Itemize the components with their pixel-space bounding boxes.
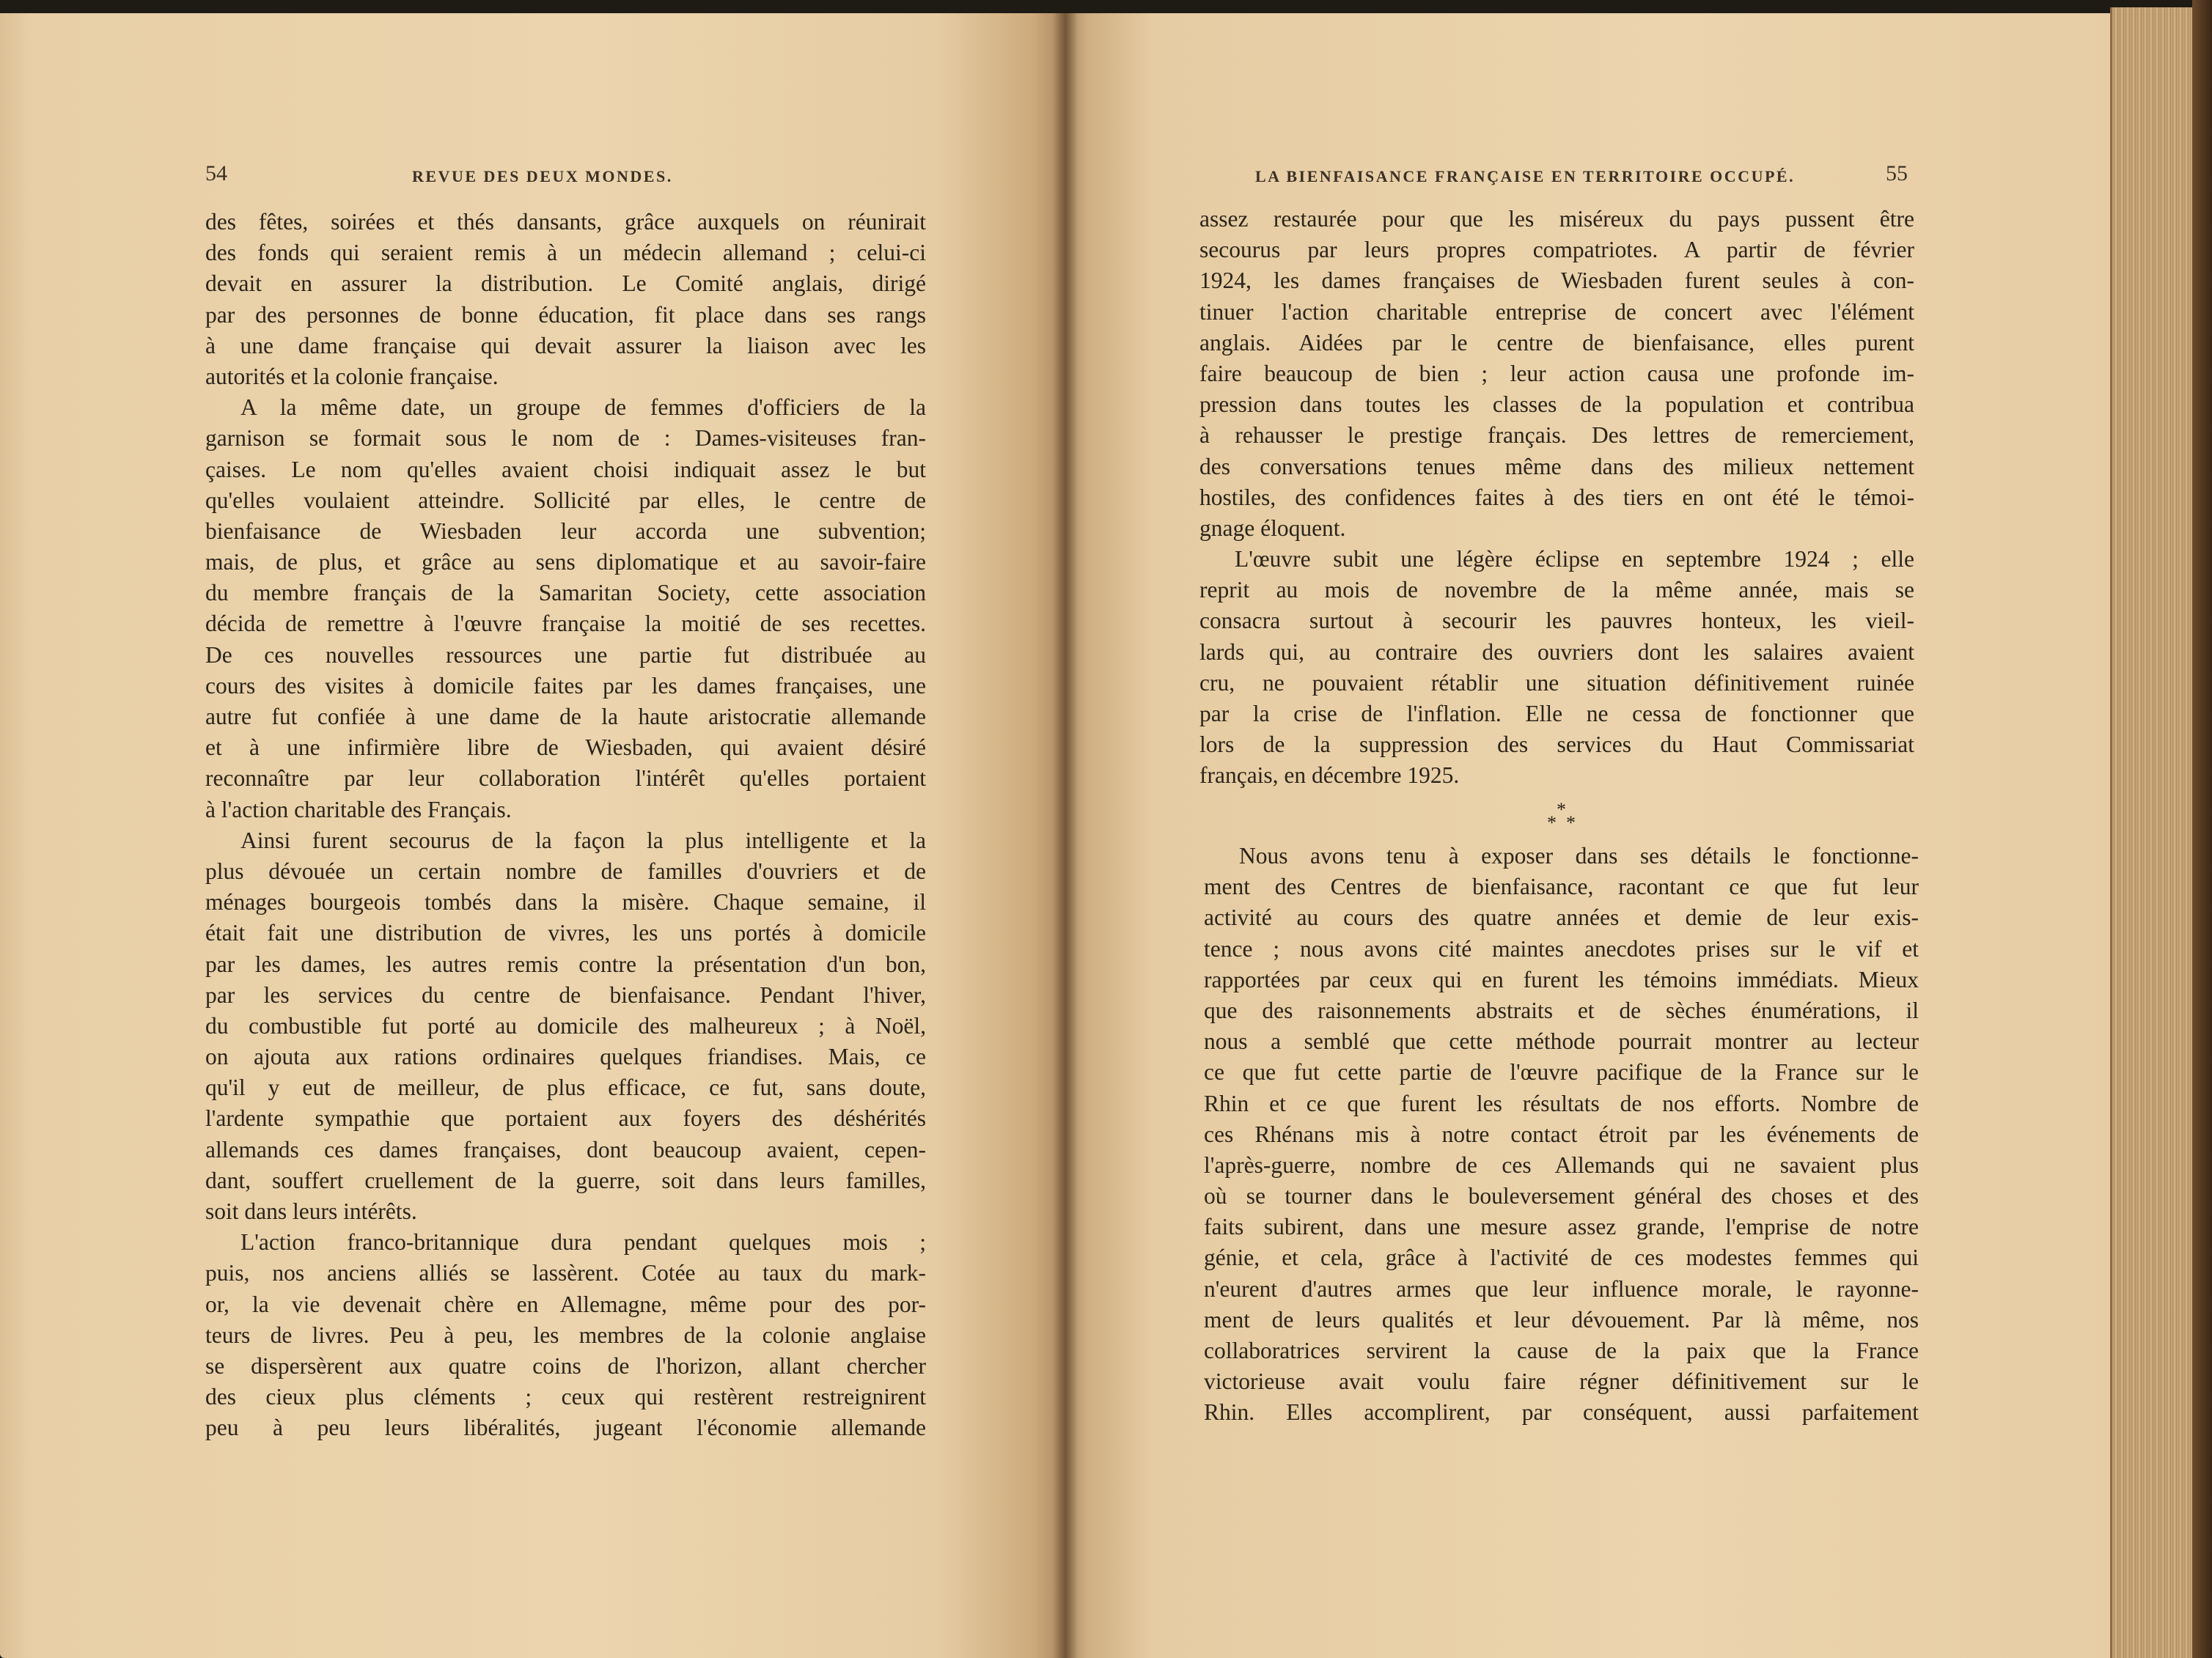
text-line: cru, ne pouvaient rétablir une situation définitivement ruinée	[1199, 669, 1914, 696]
text-line: reconnaître par leur collaboration l'intérêt qu'elles portaient	[205, 765, 926, 792]
text-line: à une dame française qui devait assurer la liaison avec les	[205, 332, 926, 358]
page-number-right: 55	[1886, 161, 1908, 185]
text-line: L'œuvre subit une légère éclipse en septembre 1924 ; elle	[1235, 546, 1914, 572]
text-line: faits subirent, dans une mesure assez grande, l'emprise de notre	[1204, 1214, 1919, 1240]
text-line: anglais. Aidées par le centre de bienfaisance, elles purent	[1199, 329, 1914, 355]
text-line: ment de leurs qualités et leur dévouement. Par là même, nos	[1204, 1306, 1919, 1333]
text-line: faire beaucoup de bien ; leur action causa une profonde im-	[1199, 360, 1914, 386]
text-line: assez restaurée pour que les miséreux du pays pussent être	[1199, 206, 1914, 232]
text-line: consacra surtout à secourir les pauvres honteux, les vieil-	[1199, 608, 1914, 634]
text-line: De ces nouvelles ressources une partie fut distribuée au	[205, 641, 926, 668]
text-line: ce que fut cette partie de l'œuvre pacifique de la France sur le	[1204, 1059, 1919, 1086]
text-line: des fonds qui seraient remis à un médecin allemand ; celui-ci	[205, 240, 926, 266]
text-line: à l'action charitable des Français.	[205, 796, 512, 822]
left-page-text	[205, 207, 926, 1444]
text-line: qu'elles voulaient atteindre. Sollicité par elles, le centre de	[205, 487, 926, 513]
text-line: par les services du centre de bienfaisance. Pendant l'hiver,	[205, 981, 926, 1008]
text-line: du combustible fut porté au domicile des malheureux ; à Noël,	[205, 1012, 926, 1039]
text-line: nous a semblé que cette méthode pourrait montrer au lecteur	[1204, 1028, 1919, 1055]
asterisk-top: *	[1557, 799, 1566, 820]
text-line: des fêtes, soirées et thés dansants, grâce auxquels on réunirait	[205, 209, 926, 235]
text-line: Nous avons tenu à exposer dans ses détails le fonctionne-	[1239, 843, 1919, 869]
right-page-text-bottom	[1204, 841, 1919, 1429]
text-line: soit dans leurs intérêts.	[205, 1198, 417, 1224]
text-line: l'après-guerre, nombre de ces Allemands qui ne savaient plus	[1204, 1152, 1919, 1178]
text-line: des conversations tenues même dans des milieux nettement	[1199, 453, 1914, 479]
text-line: L'action franco-britannique dura pendant quelques mois ;	[240, 1229, 926, 1256]
asterisk-right: *	[1566, 812, 1576, 833]
text-line: reprit au mois de novembre de la même année, mais se	[1199, 577, 1914, 603]
section-break-asterism	[1547, 799, 1576, 833]
text-line: activité au cours des quatre années et demie de leur exis-	[1204, 904, 1919, 931]
text-line: Ainsi furent secourus de la façon la plus intelligente et la	[240, 827, 926, 853]
text-line: du membre français de la Samaritan Society, cette association	[205, 580, 926, 606]
text-line: se dispersèrent aux quatre coins de l'horizon, allant chercher	[205, 1352, 926, 1379]
right-page-text-top	[1199, 204, 1914, 792]
text-line: par des personnes de bonne éducation, fit place dans ses rangs	[205, 301, 926, 328]
text-line: génie, et cela, grâce à l'activité de ces modestes femmes qui	[1204, 1245, 1919, 1271]
text-line: ces Rhénans mis à notre contact étroit par les événements de	[1204, 1121, 1919, 1147]
text-line: ménages bourgeois tombés dans la misère. Chaque semaine, il	[205, 889, 926, 915]
book-gutter	[1053, 13, 1078, 1658]
text-line: gnage éloquent.	[1199, 515, 1346, 541]
text-line: lors de la suppression des services du Haut Commissariat	[1199, 732, 1914, 758]
text-line: or, la vie devenait chère en Allemagne, même pour des por-	[205, 1291, 926, 1317]
text-line: collaboratrices servirent la cause de la paix que la France	[1204, 1338, 1919, 1363]
text-line: et à une infirmière libre de Wiesbaden, qui avaient désiré	[205, 734, 926, 761]
text-line: autre fut confiée à une dame de la haute aristocratie allemande	[205, 704, 926, 729]
text-line: puis, nos anciens alliés se lassèrent. Cotée au taux du mark-	[205, 1260, 926, 1286]
text-line: l'ardente sympathie que portaient aux foyers des déshérités	[205, 1105, 926, 1132]
text-line: plus dévouée un certain nombre de familles d'ouvriers et de	[205, 858, 926, 884]
text-line: secourus par leurs propres compatriotes. A partir de février	[1199, 237, 1914, 263]
text-line: tence ; nous avons cité maintes anecdotes prises sur le vif et	[1204, 935, 1919, 962]
text-line: victorieuse avait voulu faire régner définitivement sur le	[1204, 1368, 1919, 1395]
text-line: allemands ces dames françaises, dont beaucoup avaient, cepen-	[205, 1136, 926, 1163]
text-line: dant, souffert cruellement de la guerre, soit dans leurs familles,	[205, 1167, 926, 1193]
text-line: ment des Centres de bienfaisance, racontant ce que fut leur	[1204, 874, 1919, 900]
text-line: qu'il y eut de meilleur, de plus efficace, ce fut, sans doute,	[205, 1075, 926, 1101]
text-line: 1924, les dames françaises de Wiesbaden furent seules à con-	[1199, 268, 1914, 294]
page-number-left: 54	[205, 161, 227, 185]
text-line: teurs de livres. Peu à peu, les membres de la colonie anglaise	[205, 1322, 926, 1348]
text-line: était fait une distribution de vivres, les uns portés à domicile	[205, 920, 926, 946]
text-line: bienfaisance de Wiesbaden leur accorda une subvention;	[205, 517, 926, 544]
text-line: garnison se formait sous le nom de : Dames-visiteuses fran-	[205, 425, 926, 452]
text-line: pression dans toutes les classes de la population et contribua	[1199, 391, 1914, 418]
text-line: des cieux plus cléments ; ceux qui restèrent restreignirent	[205, 1384, 926, 1410]
asterisk-left: *	[1547, 812, 1557, 833]
text-line: Rhin et ce que furent les résultats de nos efforts. Nombre de	[1204, 1090, 1919, 1116]
text-line: çaises. Le nom qu'elles avaient choisi indiquait assez le but	[205, 456, 926, 482]
text-line: rapportées par ceux qui en furent les témoins immédiats. Mieux	[1204, 966, 1919, 992]
text-line: tinuer l'action charitable entreprise de concert avec l'élément	[1199, 298, 1914, 325]
text-line: que des raisonnements abstraits et de sèches énumérations, il	[1204, 997, 1919, 1023]
text-line: par les dames, les autres remis contre la présentation d'un bon,	[205, 951, 926, 977]
text-line: mais, de plus, et grâce au sens diplomatique et au savoir-faire	[205, 549, 926, 575]
text-line: devait en assurer la distribution. Le Comité anglais, dirigé	[205, 270, 926, 297]
text-line: par la crise de l'inflation. Elle ne cessa de fonctionner que	[1199, 701, 1914, 726]
text-line: hostiles, des confidences faites à des tiers en ont été le témoi-	[1199, 484, 1914, 510]
book-cover-edge	[2192, 0, 2212, 1658]
text-line: on ajouta aux rations ordinaires quelques friandises. Mais, ce	[205, 1044, 926, 1070]
text-line: A la même date, un groupe de femmes d'officiers de la	[240, 394, 926, 421]
text-line: où se tourner dans le bouleversement général des choses et des	[1204, 1183, 1919, 1209]
text-line: autorités et la colonie française.	[205, 363, 499, 389]
text-line: n'eurent d'autres armes que leur influence morale, le rayonne-	[1204, 1275, 1919, 1302]
text-line: Rhin. Elles accomplirent, par conséquent, aussi parfaitement	[1204, 1399, 1919, 1426]
running-head-left: REVUE DES DEUX MONDES.	[412, 167, 673, 185]
text-line: français, en décembre 1925.	[1199, 762, 1460, 789]
text-line: à rehausser le prestige français. Des lettres de remerciement,	[1199, 422, 1914, 449]
text-line: décida de remettre à l'œuvre française la moitié de ses recettes.	[205, 611, 926, 637]
running-head-right: LA BIENFAISANCE FRANÇAISE EN TERRITOIRE OCCUPÉ.	[1255, 167, 1796, 185]
text-line: cours des visites à domicile faites par les dames françaises, une	[205, 672, 926, 699]
text-line: peu à peu leurs libéralités, jugeant l'économie allemande	[205, 1415, 926, 1441]
text-line: lards qui, au contraire des ouvriers dont les salaires avaient	[1199, 638, 1914, 665]
